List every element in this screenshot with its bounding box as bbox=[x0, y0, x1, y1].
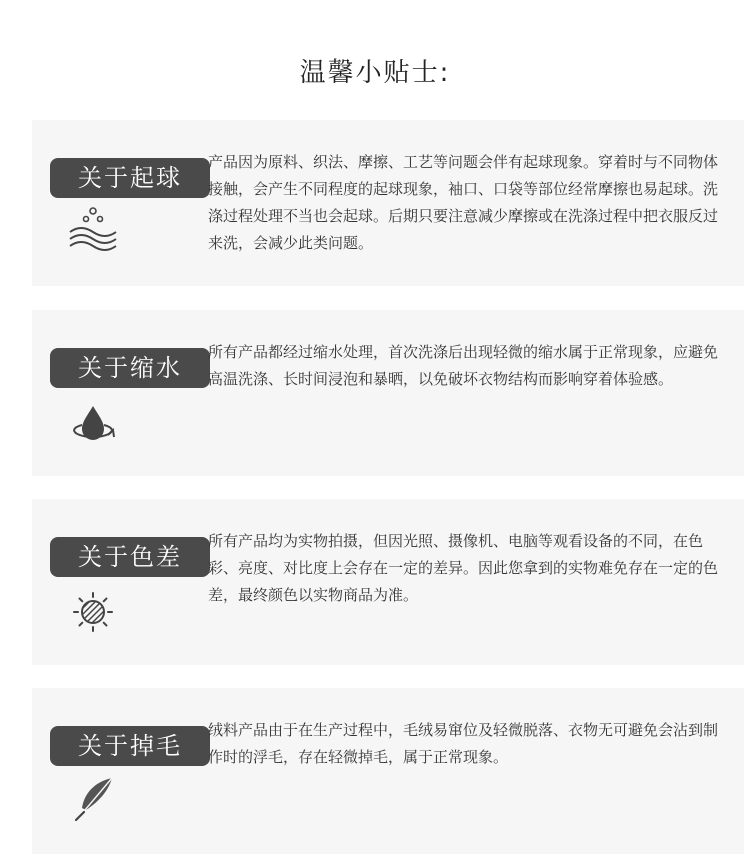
tip-text: 所有产品都经过缩水处理，首次洗涤后出现轻微的缩水属于正常现象，应避免高温洗涤、长时间浸泡和暴晒，以免破坏衣物结构而影响穿着体验感。 bbox=[208, 343, 719, 388]
tip-card-shedding bbox=[32, 688, 744, 854]
feather-icon bbox=[60, 774, 126, 824]
water-drop-icon bbox=[60, 400, 126, 450]
pilling-icon bbox=[60, 204, 126, 254]
tip-title: 关于掉毛 bbox=[50, 726, 210, 766]
tip-title: 关于起球 bbox=[50, 158, 210, 198]
page-title: 温馨小贴士: bbox=[299, 58, 451, 88]
tip-title: 关于色差 bbox=[50, 537, 210, 577]
tip-text: 绒料产品由于在生产过程中，毛绒易窜位及轻微脱落、衣物无可避免会沾到制作时的浮毛，存在轻微掉毛，属于正常现象。 bbox=[208, 721, 719, 766]
tip-title: 关于缩水 bbox=[50, 348, 210, 388]
tip-text: 产品因为原料、织法、摩擦、工艺等问题会伴有起球现象。穿着时与不同物体接触，会产生不同程度的起球现象，袖口、口袋等部位经常摩擦也易起球。洗涤过程处理不当也会起球。后期只要注意减少摩擦或在洗涤过程中把衣服反过来洗，会减少此类问题。 bbox=[208, 153, 719, 252]
tip-card-shrinkage bbox=[32, 310, 744, 476]
sun-icon bbox=[60, 587, 126, 637]
tip-card-color-difference bbox=[32, 499, 744, 665]
tip-card-pilling bbox=[32, 120, 744, 286]
tip-text: 所有产品均为实物拍摄，但因光照、摄像机、电脑等观看设备的不同，在色彩、亮度、对比度上会存在一定的差异。因此您拿到的实物难免存在一定的色差，最终颜色以实物商品为准。 bbox=[208, 532, 719, 604]
